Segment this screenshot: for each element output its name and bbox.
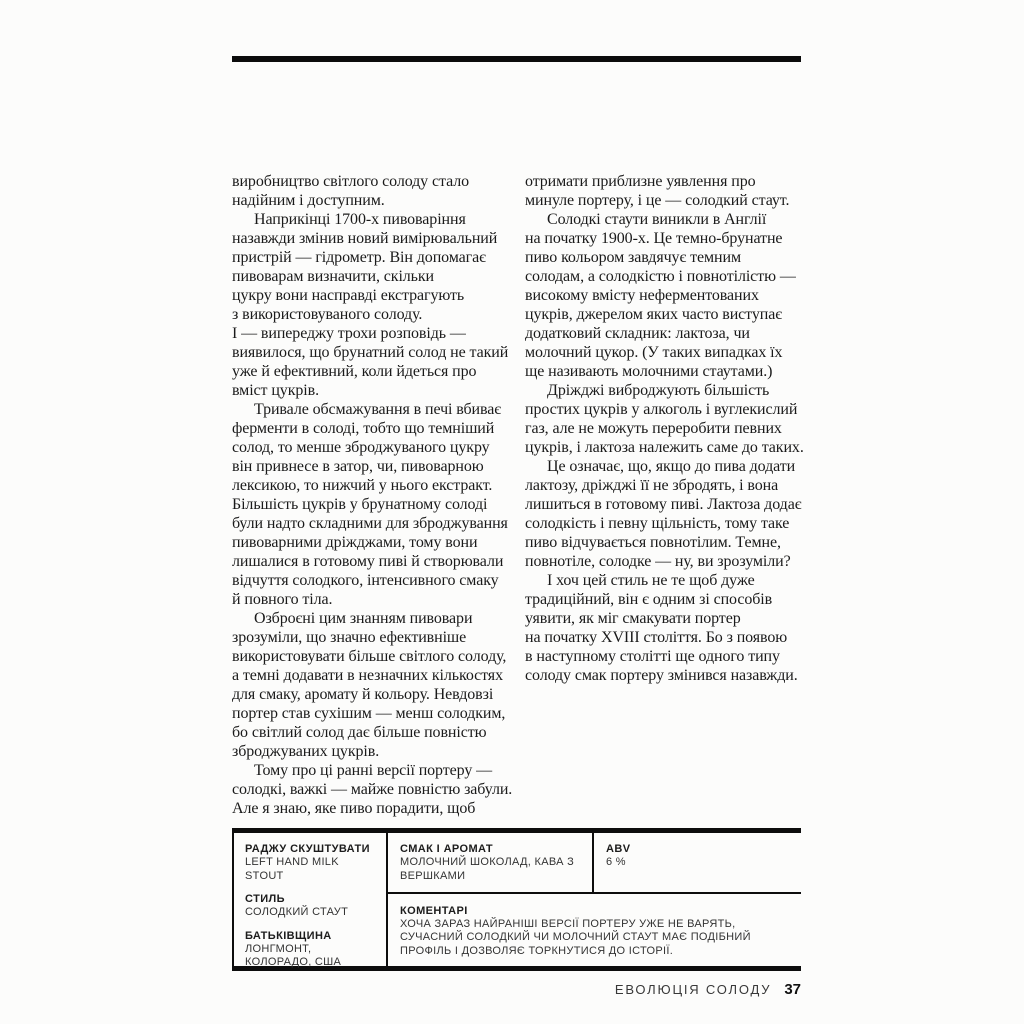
text-column-left bbox=[232, 172, 513, 818]
paragraph bbox=[232, 400, 508, 609]
text-line: отримати приблизне уявлення про bbox=[525, 173, 756, 190]
footer-page-number: 37 bbox=[784, 981, 801, 998]
text-line: в наступному столітті ще одного типу bbox=[525, 648, 780, 665]
text-line: надійним і доступним. bbox=[232, 192, 385, 209]
style-group bbox=[245, 893, 376, 920]
text-line: молочний цукор. (У таких випадках їх bbox=[525, 344, 783, 361]
text-line: пивоварними дріжджами, тому вони bbox=[232, 534, 478, 551]
text-line: уявити, як міг смакувати портер bbox=[525, 610, 741, 627]
text-line: Тому про ці ранні версії портеру — bbox=[254, 762, 493, 779]
text-line: уже й ефективний, коли йдеться про bbox=[232, 363, 477, 380]
text-line: пивоварам визначити, скільки bbox=[232, 268, 435, 285]
text-line: минуле портеру, і це — солодкий стаут. bbox=[525, 192, 790, 209]
paragraph bbox=[232, 609, 507, 761]
text-line: а темні додавати в незначних кількостях bbox=[232, 667, 503, 684]
text-line: виробництво світлого солоду стало bbox=[232, 173, 469, 190]
page-footer bbox=[232, 981, 801, 999]
text-line: повнотіле, солодке — ну, ви зрозуміли? bbox=[525, 553, 791, 570]
text-line: лексикою, то нижчий у нього екстракт. bbox=[232, 477, 493, 494]
text-line: додатковий складник: лактоза, чи bbox=[525, 325, 750, 342]
text-line: Наприкінці 1700-х пивоваріння bbox=[254, 211, 466, 228]
paragraph bbox=[525, 210, 807, 381]
body-text bbox=[232, 172, 807, 818]
text-line: солоду смак портеру змінився назавжди. bbox=[525, 667, 798, 684]
text-line: лактозу, дріжджі її не збродять, і вона bbox=[525, 477, 779, 494]
paragraph bbox=[525, 172, 807, 210]
text-line: пиво відчувається повнотілим. Темне, bbox=[525, 534, 781, 551]
text-line: пиво кольором завдячує темним bbox=[525, 249, 741, 266]
text-line: на початку 1900-х. Це темно-брунатне bbox=[525, 230, 783, 247]
text-line: пристрій — гідрометр. Він допомагає bbox=[232, 249, 486, 266]
taste-aroma-cell bbox=[388, 833, 594, 892]
text-line: зрозуміли, що значно ефективніше bbox=[232, 629, 467, 646]
beer-card-left-cell bbox=[234, 833, 388, 966]
style-label: СТИЛЬ bbox=[245, 893, 285, 905]
paragraph bbox=[525, 457, 807, 571]
text-line: назавжди змінив новий вимірювальний bbox=[232, 230, 498, 247]
text-line: простих цукрів у алкоголь і вуглекислий bbox=[525, 401, 798, 418]
comments-label: КОМЕНТАРІ bbox=[400, 904, 468, 917]
beer-card-right-section bbox=[388, 833, 801, 966]
text-line: використовувати більше світлого солоду, bbox=[232, 648, 507, 665]
top-rule-divider bbox=[232, 56, 801, 62]
text-line: цукрів, джерелом яких часто виступає bbox=[525, 306, 782, 323]
recommendation-label: РАДЖУ СКУШТУВАТИ bbox=[245, 843, 370, 855]
text-line: Це означає, що, якщо до пива додати bbox=[547, 458, 796, 475]
text-line: лишиться в готовому пиві. Лактоза додає bbox=[525, 496, 802, 513]
text-line: Більшість цукрів у брунатному солоді bbox=[232, 496, 488, 513]
text-line: Але я знаю, яке пиво порадити, щоб bbox=[232, 800, 476, 817]
text-line: солод, то менше зброджуваного цукру bbox=[232, 439, 490, 456]
taste-aroma-label: СМАК І АРОМАТ bbox=[400, 843, 493, 855]
text-line: Озброєні цим знанням пивовари bbox=[254, 610, 473, 627]
text-line: Дріжджі виброджують більшість bbox=[547, 382, 770, 399]
text-line: були надто складними для зброджування bbox=[232, 515, 508, 532]
text-line: солодкі, важкі — майже повністю забули. bbox=[232, 781, 513, 798]
text-line: з використовуваного солоду. bbox=[232, 306, 423, 323]
text-line: Солодкі стаути виникли в Англії bbox=[547, 211, 767, 228]
footer-section-title: ЕВОЛЮЦІЯ СОЛОДУ bbox=[614, 982, 772, 997]
text-line: й повного тіла. bbox=[232, 591, 333, 608]
text-line: бо світлий солод дає більше повністю bbox=[232, 724, 487, 741]
abv-label: ABV bbox=[606, 843, 631, 855]
abv-cell bbox=[594, 833, 801, 892]
text-line: виявилося, що брунатний солод не такий bbox=[232, 344, 509, 361]
text-line: він привнесе в затор, чи, пивоварною bbox=[232, 458, 484, 475]
text-line: зброджуваних цукрів. bbox=[232, 743, 380, 760]
text-line: І — випереджу трохи розповідь — bbox=[232, 325, 466, 342]
comments-cell bbox=[388, 894, 801, 967]
origin-label: БАТЬКІВЩИНА bbox=[245, 929, 332, 942]
text-line: І хоч цей стиль не те щоб дуже bbox=[547, 572, 755, 589]
recommendation-group bbox=[245, 843, 376, 883]
paragraph bbox=[525, 381, 807, 457]
paragraph bbox=[525, 571, 807, 685]
paragraph bbox=[232, 172, 502, 210]
text-line: цукрів, і лактоза належить саме до таких. bbox=[525, 439, 804, 456]
paragraph bbox=[232, 761, 513, 818]
text-line: відчуття солодкого, інтенсивного смаку bbox=[232, 572, 499, 589]
beer-info-card bbox=[232, 828, 801, 971]
origin-group bbox=[245, 930, 376, 970]
text-line: солодкість і певну щільність, тому таке bbox=[525, 515, 790, 532]
beer-card-top-row bbox=[388, 833, 801, 894]
text-line: ще називають молочними стаутами.) bbox=[525, 363, 773, 380]
text-line: для смаку, аромату й кольору. Невдовзі bbox=[232, 686, 494, 703]
text-line: цукру вони насправді екстрагують bbox=[232, 287, 465, 304]
taste-aroma-value: МОЛОЧНИЙ ШОКОЛАД, КАВА З ВЕРШКАМИ bbox=[400, 856, 575, 882]
comments-value: ХОЧА ЗАРАЗ НАЙРАНІШІ ВЕРСІЇ ПОРТЕРУ УЖЕ НЕ ВАРЯТЬ, СУЧАСНИЙ СОЛОДКИЙ ЧИ МОЛОЧНИЙ СТАУТ МАЄ ПОДІБНИЙ ПРОФІЛЬ І ДОЗВОЛЯЄ ТОРКНУТИСЯ ДО ІСТОРІЇ. bbox=[400, 917, 751, 957]
abv-value: 6 % bbox=[606, 856, 626, 868]
text-line: ферменти в солоді, тобто що темніший bbox=[232, 420, 495, 437]
text-line: газ, але не можуть переробити певних bbox=[525, 420, 782, 437]
text-line: солодам, а солодкістю і повнотілістю — bbox=[525, 268, 796, 285]
recommendation-value: LEFT HAND MILK STOUT bbox=[245, 856, 339, 882]
text-line: портер став сухішим — менш солодким, bbox=[232, 705, 506, 722]
origin-value: ЛОНГМОНТ, КОЛОРАДО, США bbox=[245, 942, 342, 968]
text-line: Тривале обсмажування в печі вбиває bbox=[254, 401, 502, 418]
text-column-right bbox=[525, 172, 807, 818]
text-line: традиційний, він є одним зі способів bbox=[525, 591, 773, 608]
text-line: високому вмісту неферментованих bbox=[525, 287, 759, 304]
paragraph bbox=[232, 210, 509, 400]
text-line: на початку XVIII століття. Бо з появою bbox=[525, 629, 788, 646]
text-line: лишалися в готовому пиві й створювали bbox=[232, 553, 504, 570]
style-value: СОЛОДКИЙ СТАУТ bbox=[245, 906, 349, 918]
text-line: вміст цукрів. bbox=[232, 382, 319, 399]
